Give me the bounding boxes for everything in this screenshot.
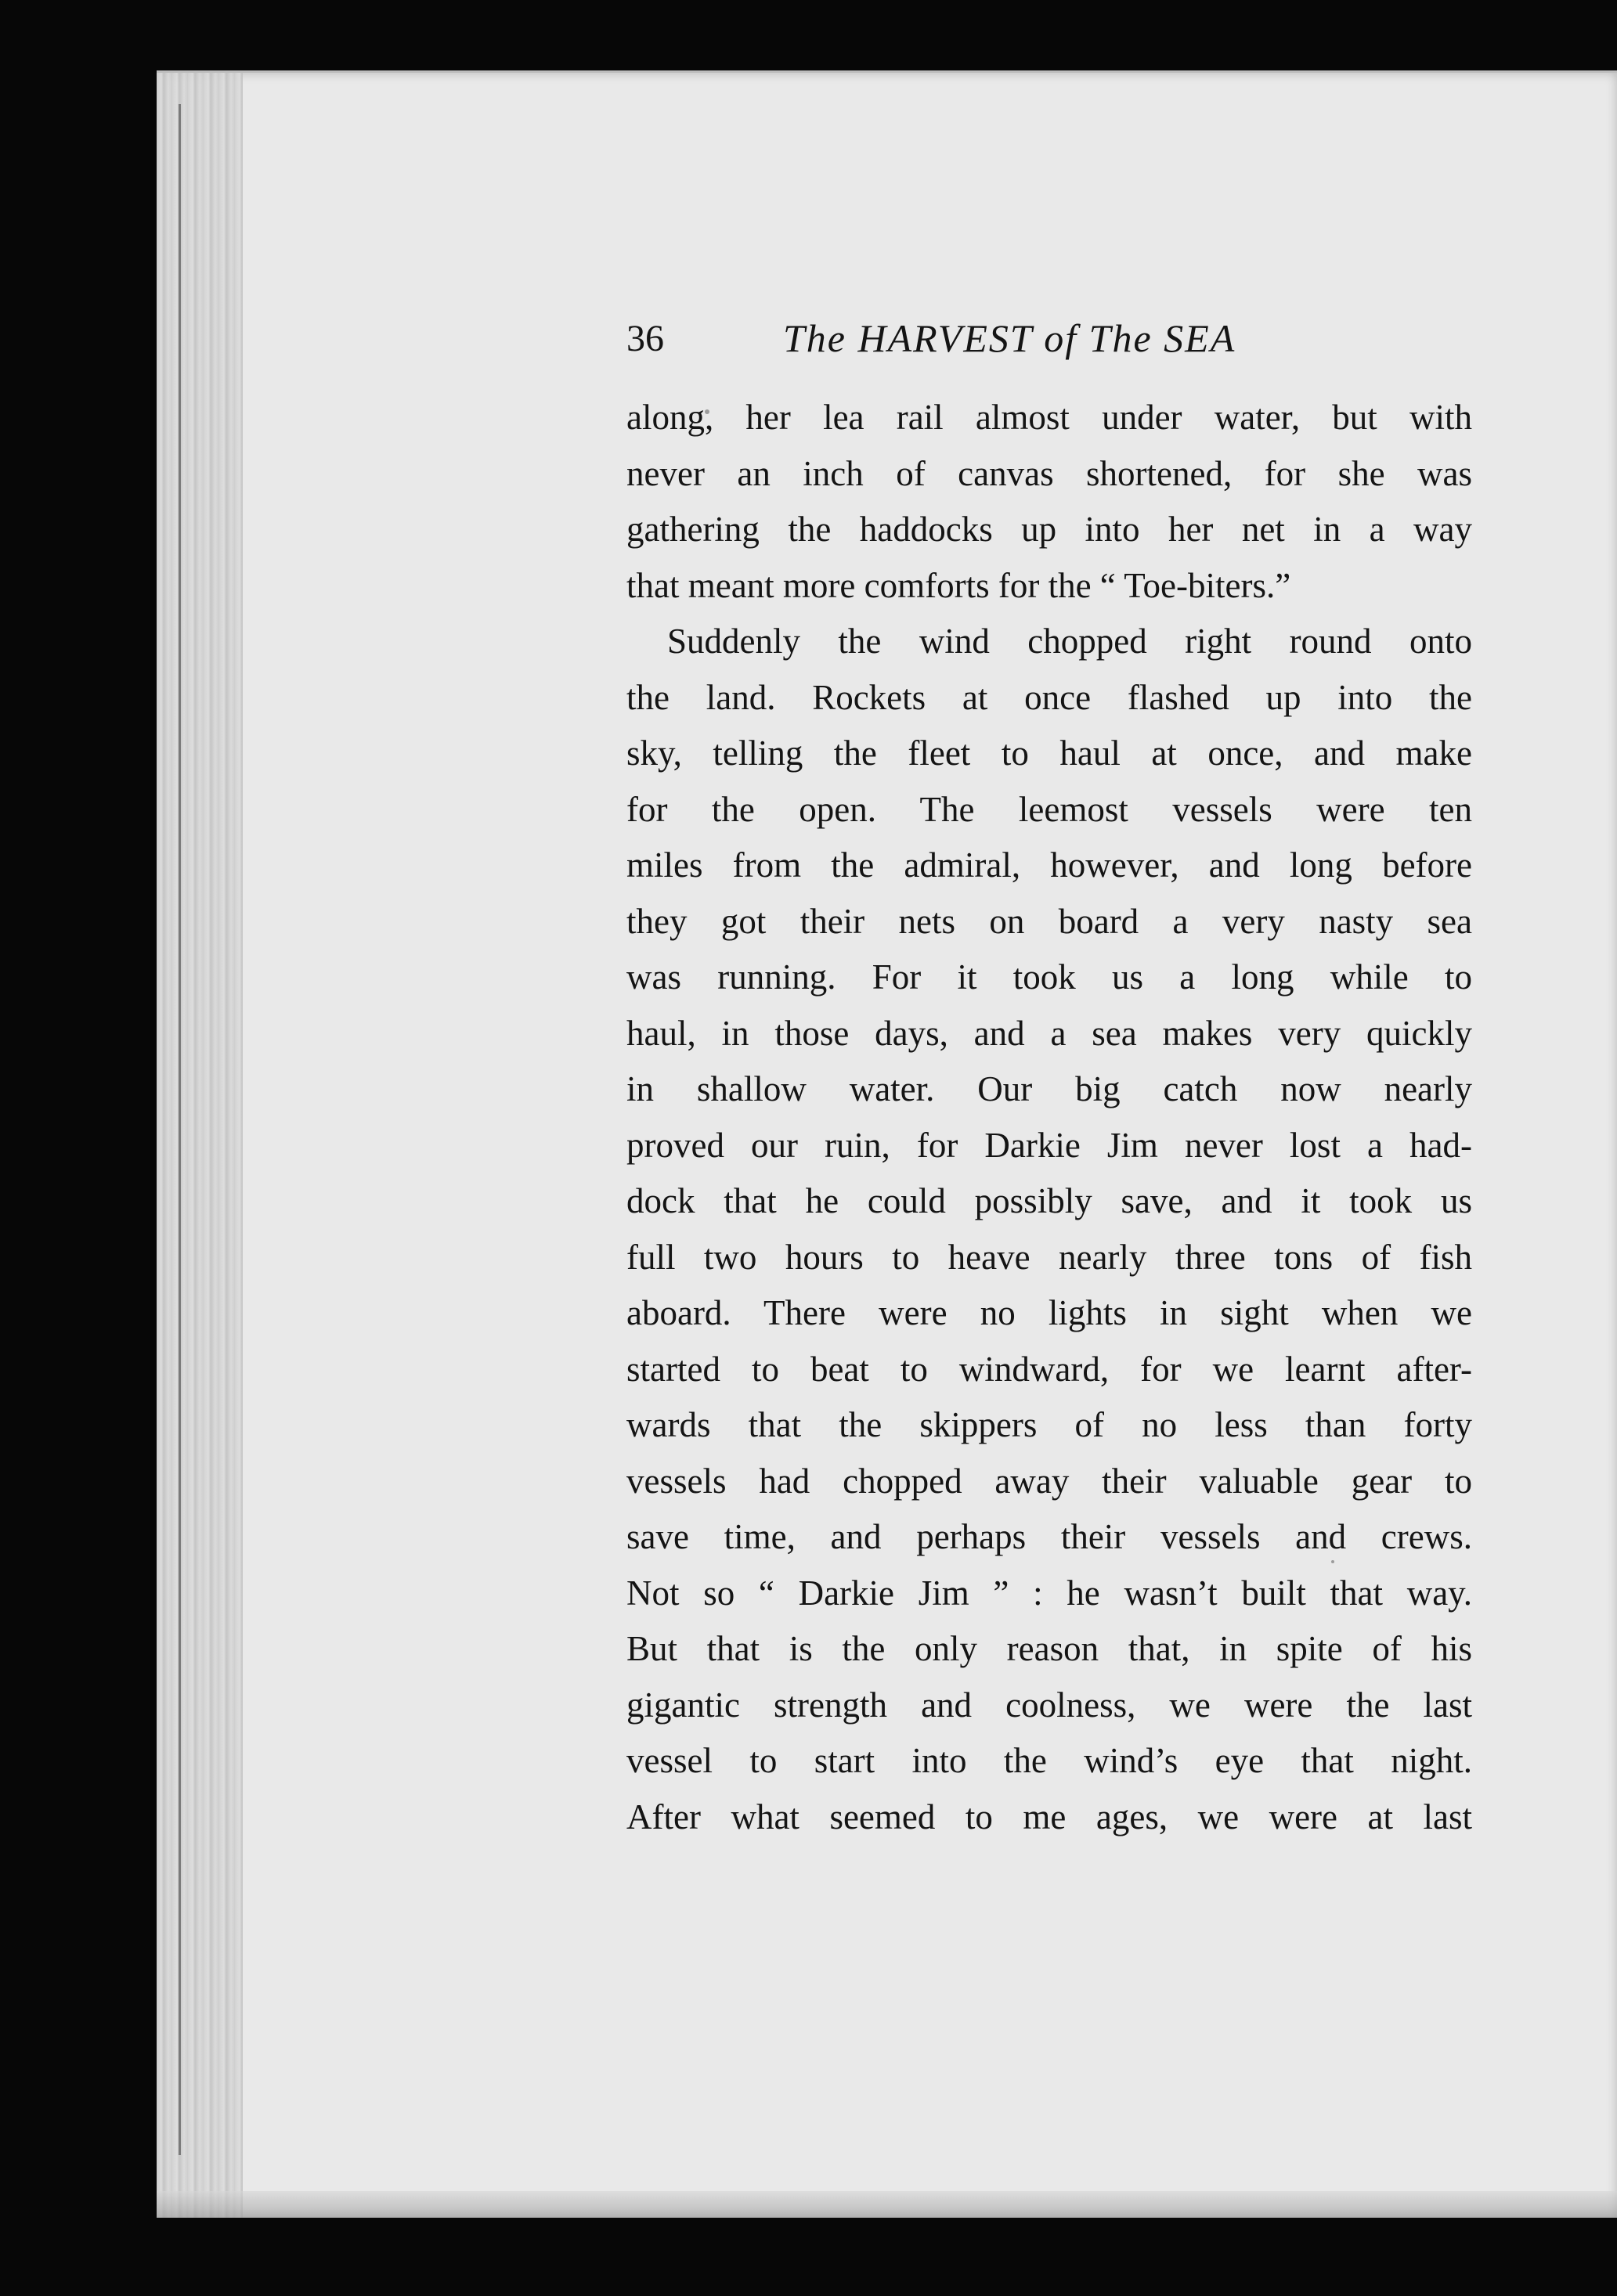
page-bottom-edge xyxy=(157,2191,1617,2218)
text-line: was running. For it took us a long while to xyxy=(626,957,1472,997)
text-line: haul, in those days, and a sea makes very quickly xyxy=(626,1013,1472,1053)
book-binding-edge xyxy=(157,73,243,2218)
text-line: aboard. There were no lights in sight when we xyxy=(626,1293,1472,1332)
text-line: gathering the haddocks up into her net in a way xyxy=(626,510,1472,549)
text-line: never an inch of canvas shortened, for she was xyxy=(626,453,1472,493)
text-line: wards that the skippers of no less than forty xyxy=(626,1405,1472,1444)
text-line: the land. Rockets at once flashed up into the xyxy=(626,677,1472,717)
text-line: gigantic strength and coolness, we were the last xyxy=(626,1685,1472,1725)
text-line: along, her lea rail almost under water, but with xyxy=(626,398,1472,437)
text-line: After what seemed to me ages, we were at last xyxy=(626,1797,1472,1836)
text-line: vessels had chopped away their valuable gear to xyxy=(626,1461,1472,1501)
binding-shadow-line xyxy=(179,104,181,2155)
text-line: started to beat to windward, for we learnt after- xyxy=(626,1349,1472,1389)
text-line: dock that he could possibly save, and it took us xyxy=(626,1181,1472,1220)
body-text xyxy=(626,390,1472,1845)
text-line: proved our ruin, for Darkie Jim never lost a had- xyxy=(626,1125,1472,1165)
page-header xyxy=(626,309,1472,372)
text-line: in shallow water. Our big catch now nearly xyxy=(626,1069,1472,1108)
text-line: for the open. The leemost vessels were ten xyxy=(626,789,1472,829)
running-title: The HARVEST of The SEA xyxy=(783,316,1236,360)
text-line: save time, and perhaps their vessels and crews. xyxy=(626,1517,1472,1556)
text-line: Suddenly the wind chopped right round onto xyxy=(667,622,1472,661)
text-line: But that is the only reason that, in spite of his xyxy=(626,1629,1472,1668)
page-number: 36 xyxy=(626,318,664,359)
text-line: they got their nets on board a very nasty sea xyxy=(626,901,1472,941)
text-line: Not so “ Darkie Jim ” : he wasn’t built that way. xyxy=(626,1573,1472,1613)
text-line: that meant more comforts for the “ Toe-biters.” xyxy=(626,565,1291,605)
text-line: miles from the admiral, however, and long before xyxy=(626,845,1472,885)
text-line: vessel to start into the wind’s eye that night. xyxy=(626,1741,1472,1780)
text-line: sky, telling the fleet to haul at once, and make xyxy=(626,733,1472,773)
text-line: full two hours to heave nearly three tons of fish xyxy=(626,1237,1472,1277)
